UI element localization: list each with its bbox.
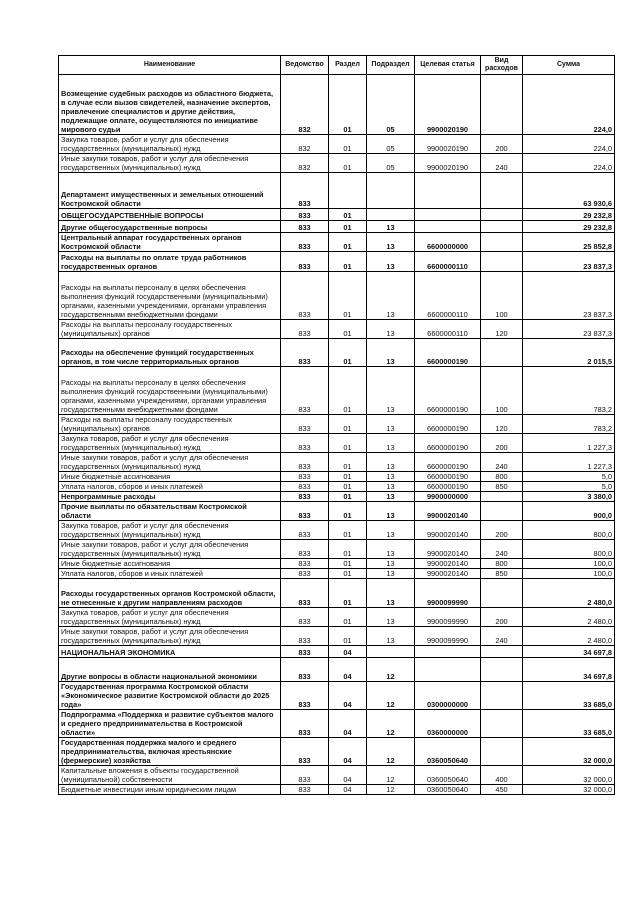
row-podrazdel: 12: [367, 785, 415, 795]
row-name: Прочие выплаты по обязательствам Костромской области: [59, 502, 281, 521]
row-name: Другие общегосударственные вопросы: [59, 221, 281, 233]
table-row: [59, 559, 615, 569]
row-podrazdel: 12: [367, 710, 415, 738]
row-target-article: 6600000110: [415, 252, 481, 272]
row-target-article: 0300000000: [415, 682, 481, 710]
row-vedomstvo: 833: [281, 502, 329, 521]
row-expense-type: 100: [481, 272, 523, 320]
row-target-article: [415, 209, 481, 221]
row-name: Расходы на выплаты по оплате труда работников государственных органов: [59, 252, 281, 272]
budget-table: [58, 55, 615, 795]
row-expense-type: [481, 221, 523, 233]
row-target-article: 0360050640: [415, 766, 481, 785]
row-razdel: 01: [329, 482, 367, 492]
row-target-article: 9900020190: [415, 154, 481, 173]
row-target-article: 6600000110: [415, 320, 481, 339]
row-target-article: [415, 221, 481, 233]
row-name: Государственная поддержка малого и среднего предпринимательства, включая крестьянские (фермерские) хозяйства: [59, 738, 281, 766]
row-target-article: 9900099990: [415, 579, 481, 608]
row-name: Иные закупки товаров, работ и услуг для обеспечения государственных (муниципальных) нужд: [59, 453, 281, 472]
row-expense-type: 400: [481, 766, 523, 785]
row-vedomstvo: 833: [281, 492, 329, 502]
row-podrazdel: 13: [367, 521, 415, 540]
row-expense-type: [481, 252, 523, 272]
row-vedomstvo: 833: [281, 320, 329, 339]
row-sum: 33 685,0: [523, 682, 615, 710]
row-expense-type: 450: [481, 785, 523, 795]
row-expense-type: 200: [481, 135, 523, 154]
row-expense-type: [481, 209, 523, 221]
table-row: [59, 367, 615, 415]
row-razdel: 01: [329, 367, 367, 415]
row-podrazdel: 13: [367, 540, 415, 559]
row-expense-type: 850: [481, 482, 523, 492]
row-expense-type: [481, 339, 523, 367]
table-row: [59, 339, 615, 367]
row-target-article: 9900020140: [415, 559, 481, 569]
row-target-article: 9900020140: [415, 540, 481, 559]
row-sum: 900,0: [523, 502, 615, 521]
row-name: Уплата налогов, сборов и иных платежей: [59, 482, 281, 492]
table-row: [59, 710, 615, 738]
row-expense-type: 240: [481, 540, 523, 559]
row-sum: 23 837,3: [523, 252, 615, 272]
row-podrazdel: [367, 646, 415, 658]
row-target-article: 0360000000: [415, 710, 481, 738]
row-podrazdel: 13: [367, 627, 415, 646]
table-row: [59, 540, 615, 559]
table-row: [59, 75, 615, 135]
row-vedomstvo: 833: [281, 173, 329, 209]
row-vedomstvo: 833: [281, 608, 329, 627]
row-sum: 32 000,0: [523, 738, 615, 766]
row-sum: 783,2: [523, 367, 615, 415]
row-target-article: 0360050640: [415, 738, 481, 766]
row-podrazdel: 13: [367, 453, 415, 472]
row-podrazdel: 13: [367, 221, 415, 233]
row-expense-type: 200: [481, 434, 523, 453]
row-razdel: 01: [329, 579, 367, 608]
table-row: [59, 272, 615, 320]
header-expense-type: Вид расходов: [481, 56, 523, 75]
row-name: Капитальные вложения в объекты государственной (муниципальной) собственности: [59, 766, 281, 785]
row-razdel: 01: [329, 154, 367, 173]
row-razdel: 04: [329, 646, 367, 658]
table-row: [59, 135, 615, 154]
row-razdel: 01: [329, 339, 367, 367]
row-podrazdel: 12: [367, 766, 415, 785]
row-razdel: 04: [329, 738, 367, 766]
row-expense-type: [481, 502, 523, 521]
table-row: [59, 569, 615, 579]
row-podrazdel: 13: [367, 415, 415, 434]
row-expense-type: [481, 658, 523, 682]
row-sum: 3 380,0: [523, 492, 615, 502]
row-razdel: 01: [329, 627, 367, 646]
row-target-article: 9900000000: [415, 492, 481, 502]
row-name: Расходы на выплаты персоналу государственных (муниципальных) органов: [59, 415, 281, 434]
row-razdel: 01: [329, 320, 367, 339]
row-razdel: 01: [329, 75, 367, 135]
row-expense-type: 850: [481, 569, 523, 579]
row-name: Расходы на выплаты персоналу в целях обеспечения выполнения функций государственными (муниципальными) органами, казенными учреждениями, органами управления государственными внебюджетными фондами: [59, 272, 281, 320]
table-row: [59, 646, 615, 658]
table-row: [59, 154, 615, 173]
row-target-article: 6600000190: [415, 482, 481, 492]
row-vedomstvo: 833: [281, 540, 329, 559]
row-target-article: [415, 646, 481, 658]
row-expense-type: 200: [481, 521, 523, 540]
row-name: Иные бюджетные ассигнования: [59, 472, 281, 482]
row-podrazdel: 13: [367, 502, 415, 521]
row-vedomstvo: 833: [281, 252, 329, 272]
row-razdel: 01: [329, 233, 367, 252]
row-target-article: 9900099990: [415, 627, 481, 646]
row-expense-type: [481, 579, 523, 608]
row-vedomstvo: 833: [281, 682, 329, 710]
row-name: Расходы на выплаты персоналу в целях обеспечения выполнения функций государственными (муниципальными) органами, казенными учреждениями, органами управления государственными внебюджетными фондами: [59, 367, 281, 415]
row-name: Закупка товаров, работ и услуг для обеспечения государственных (муниципальных) нужд: [59, 608, 281, 627]
row-sum: 32 000,0: [523, 766, 615, 785]
row-vedomstvo: 833: [281, 569, 329, 579]
row-razdel: 01: [329, 521, 367, 540]
row-podrazdel: 13: [367, 339, 415, 367]
row-expense-type: 100: [481, 367, 523, 415]
row-vedomstvo: 833: [281, 472, 329, 482]
table-row: [59, 738, 615, 766]
row-vedomstvo: 833: [281, 339, 329, 367]
row-target-article: 9900020140: [415, 521, 481, 540]
table-row: [59, 521, 615, 540]
row-expense-type: [481, 75, 523, 135]
row-podrazdel: 12: [367, 682, 415, 710]
row-expense-type: [481, 710, 523, 738]
row-razdel: 04: [329, 710, 367, 738]
row-target-article: 9900099990: [415, 608, 481, 627]
header-razdel: Раздел: [329, 56, 367, 75]
table-row: [59, 472, 615, 482]
row-expense-type: 800: [481, 559, 523, 569]
row-name: Департамент имущественных и земельных отношений Костромской области: [59, 173, 281, 209]
row-vedomstvo: 833: [281, 453, 329, 472]
row-podrazdel: 05: [367, 154, 415, 173]
table-row: [59, 658, 615, 682]
row-podrazdel: 13: [367, 367, 415, 415]
table-row: [59, 209, 615, 221]
table-row: [59, 492, 615, 502]
row-vedomstvo: 833: [281, 272, 329, 320]
table-row: [59, 608, 615, 627]
row-podrazdel: 13: [367, 233, 415, 252]
row-razdel: 01: [329, 252, 367, 272]
row-vedomstvo: 833: [281, 738, 329, 766]
row-expense-type: [481, 233, 523, 252]
row-vedomstvo: 833: [281, 579, 329, 608]
row-name: Возмещение судебных расходов из областного бюджета, в случае если вызов свидетелей, назначение экспертов, привлечение специалистов и другие действия, подлежащие оплате, осуществляются по инициативе мирового судьи: [59, 75, 281, 135]
row-sum: 2 480,0: [523, 608, 615, 627]
row-vedomstvo: 833: [281, 785, 329, 795]
row-razdel: 04: [329, 658, 367, 682]
row-target-article: 6600000190: [415, 434, 481, 453]
row-name: Расходы государственных органов Костромской области, не отнесенные к другим направлениям расходов: [59, 579, 281, 608]
row-podrazdel: 13: [367, 492, 415, 502]
row-podrazdel: 13: [367, 434, 415, 453]
header-target-article: Целевая статья: [415, 56, 481, 75]
table-row: [59, 221, 615, 233]
row-vedomstvo: 833: [281, 233, 329, 252]
row-target-article: 6600000190: [415, 339, 481, 367]
row-expense-type: 120: [481, 415, 523, 434]
table-row: [59, 785, 615, 795]
row-podrazdel: 13: [367, 472, 415, 482]
row-sum: 32 000,0: [523, 785, 615, 795]
row-expense-type: 120: [481, 320, 523, 339]
row-vedomstvo: 833: [281, 521, 329, 540]
row-name: Уплата налогов, сборов и иных платежей: [59, 569, 281, 579]
row-sum: 63 930,6: [523, 173, 615, 209]
row-podrazdel: 05: [367, 75, 415, 135]
row-name: Иные закупки товаров, работ и услуг для обеспечения государственных (муниципальных) нужд: [59, 540, 281, 559]
table-row: [59, 415, 615, 434]
row-name: Закупка товаров, работ и услуг для обеспечения государственных (муниципальных) нужд: [59, 135, 281, 154]
row-name: Иные закупки товаров, работ и услуг для обеспечения государственных (муниципальных) нужд: [59, 154, 281, 173]
row-name: Непрограммные расходы: [59, 492, 281, 502]
row-vedomstvo: 833: [281, 221, 329, 233]
row-vedomstvo: 832: [281, 135, 329, 154]
row-name: Государственная программа Костромской области «Экономическое развитие Костромской области до 2025 года»: [59, 682, 281, 710]
table-row: [59, 766, 615, 785]
row-podrazdel: 13: [367, 482, 415, 492]
row-target-article: 6600000190: [415, 415, 481, 434]
row-sum: 224,0: [523, 154, 615, 173]
row-name: Иные бюджетные ассигнования: [59, 559, 281, 569]
table-row: [59, 579, 615, 608]
row-name: ОБЩЕГОСУДАРСТВЕННЫЕ ВОПРОСЫ: [59, 209, 281, 221]
row-name: Закупка товаров, работ и услуг для обеспечения государственных (муниципальных) нужд: [59, 521, 281, 540]
row-sum: 29 232,8: [523, 221, 615, 233]
row-name: Подпрограмма «Поддержка и развитие субъектов малого и среднего предпринимательства в Костромской области»: [59, 710, 281, 738]
row-expense-type: 240: [481, 154, 523, 173]
row-expense-type: [481, 646, 523, 658]
row-vedomstvo: 833: [281, 658, 329, 682]
row-vedomstvo: 833: [281, 627, 329, 646]
row-expense-type: [481, 682, 523, 710]
row-target-article: [415, 173, 481, 209]
row-vedomstvo: 833: [281, 434, 329, 453]
row-sum: 2 480,0: [523, 579, 615, 608]
row-vedomstvo: 832: [281, 75, 329, 135]
row-sum: 800,0: [523, 540, 615, 559]
row-target-article: 9900020140: [415, 502, 481, 521]
row-vedomstvo: 833: [281, 766, 329, 785]
row-sum: 800,0: [523, 521, 615, 540]
row-sum: 2 015,5: [523, 339, 615, 367]
row-expense-type: [481, 173, 523, 209]
row-podrazdel: 12: [367, 658, 415, 682]
row-vedomstvo: 833: [281, 367, 329, 415]
row-sum: 100,0: [523, 569, 615, 579]
row-name: Бюджетные инвестиции иным юридическим лицам: [59, 785, 281, 795]
table-row: [59, 434, 615, 453]
row-name: Расходы на обеспечение функций государственных органов, в том числе территориальных органов: [59, 339, 281, 367]
row-razdel: 01: [329, 434, 367, 453]
row-target-article: 6600000000: [415, 233, 481, 252]
row-podrazdel: [367, 209, 415, 221]
row-vedomstvo: 833: [281, 209, 329, 221]
row-razdel: 01: [329, 608, 367, 627]
row-sum: 33 685,0: [523, 710, 615, 738]
row-target-article: 6600000190: [415, 453, 481, 472]
table-header-row: [59, 56, 615, 75]
row-razdel: 01: [329, 559, 367, 569]
row-name: Другие вопросы в области национальной экономики: [59, 658, 281, 682]
row-vedomstvo: 833: [281, 710, 329, 738]
row-razdel: [329, 173, 367, 209]
header-name: Наименование: [59, 56, 281, 75]
row-razdel: 01: [329, 492, 367, 502]
table-row: [59, 173, 615, 209]
row-name: Закупка товаров, работ и услуг для обеспечения государственных (муниципальных) нужд: [59, 434, 281, 453]
row-target-article: [415, 658, 481, 682]
row-sum: 5,0: [523, 482, 615, 492]
row-sum: 224,0: [523, 75, 615, 135]
row-sum: 783,2: [523, 415, 615, 434]
row-expense-type: 240: [481, 627, 523, 646]
table-row: [59, 682, 615, 710]
row-razdel: 01: [329, 135, 367, 154]
row-name: Центральный аппарат государственных органов Костромской области: [59, 233, 281, 252]
row-razdel: 01: [329, 221, 367, 233]
table-row: [59, 482, 615, 492]
row-sum: 1 227,3: [523, 434, 615, 453]
row-razdel: 01: [329, 209, 367, 221]
row-sum: 100,0: [523, 559, 615, 569]
row-sum: 5,0: [523, 472, 615, 482]
row-vedomstvo: 832: [281, 154, 329, 173]
row-sum: 34 697,8: [523, 646, 615, 658]
row-target-article: 6600000110: [415, 272, 481, 320]
row-sum: 29 232,8: [523, 209, 615, 221]
row-name: НАЦИОНАЛЬНАЯ ЭКОНОМИКА: [59, 646, 281, 658]
row-expense-type: 800: [481, 472, 523, 482]
row-razdel: 01: [329, 502, 367, 521]
table-row: [59, 453, 615, 472]
row-podrazdel: 12: [367, 738, 415, 766]
row-vedomstvo: 833: [281, 415, 329, 434]
row-sum: 25 852,8: [523, 233, 615, 252]
row-razdel: 01: [329, 453, 367, 472]
row-podrazdel: 13: [367, 320, 415, 339]
row-target-article: 9900020190: [415, 135, 481, 154]
row-target-article: 9900020190: [415, 75, 481, 135]
row-expense-type: 240: [481, 453, 523, 472]
row-expense-type: [481, 738, 523, 766]
row-razdel: 01: [329, 472, 367, 482]
table-row: [59, 252, 615, 272]
row-name: Иные закупки товаров, работ и услуг для обеспечения государственных (муниципальных) нужд: [59, 627, 281, 646]
row-podrazdel: 13: [367, 252, 415, 272]
header-podrazdel: Подраздел: [367, 56, 415, 75]
table-row: [59, 233, 615, 252]
row-name: Расходы на выплаты персоналу государственных (муниципальных) органов: [59, 320, 281, 339]
row-sum: 2 480,0: [523, 627, 615, 646]
row-podrazdel: 13: [367, 559, 415, 569]
table-row: [59, 502, 615, 521]
row-podrazdel: 13: [367, 608, 415, 627]
row-sum: 23 837,3: [523, 320, 615, 339]
row-razdel: 01: [329, 272, 367, 320]
row-target-article: 9900020140: [415, 569, 481, 579]
row-target-article: 0360050640: [415, 785, 481, 795]
table-row: [59, 320, 615, 339]
table-body: [59, 75, 615, 795]
row-razdel: 04: [329, 785, 367, 795]
row-podrazdel: [367, 173, 415, 209]
row-target-article: 6600000190: [415, 367, 481, 415]
row-vedomstvo: 833: [281, 482, 329, 492]
row-vedomstvo: 833: [281, 646, 329, 658]
row-razdel: 04: [329, 766, 367, 785]
row-podrazdel: 13: [367, 569, 415, 579]
row-sum: 23 837,3: [523, 272, 615, 320]
table-row: [59, 627, 615, 646]
row-razdel: 01: [329, 569, 367, 579]
header-sum: Сумма: [523, 56, 615, 75]
row-sum: 1 227,3: [523, 453, 615, 472]
row-sum: 34 697,8: [523, 658, 615, 682]
header-vedomstvo: Ведомство: [281, 56, 329, 75]
row-razdel: 01: [329, 540, 367, 559]
row-expense-type: [481, 492, 523, 502]
row-razdel: 04: [329, 682, 367, 710]
row-podrazdel: 13: [367, 579, 415, 608]
row-vedomstvo: 833: [281, 559, 329, 569]
row-target-article: 6600000190: [415, 472, 481, 482]
row-sum: 224,0: [523, 135, 615, 154]
row-podrazdel: 05: [367, 135, 415, 154]
row-podrazdel: 13: [367, 272, 415, 320]
row-expense-type: 200: [481, 608, 523, 627]
row-razdel: 01: [329, 415, 367, 434]
